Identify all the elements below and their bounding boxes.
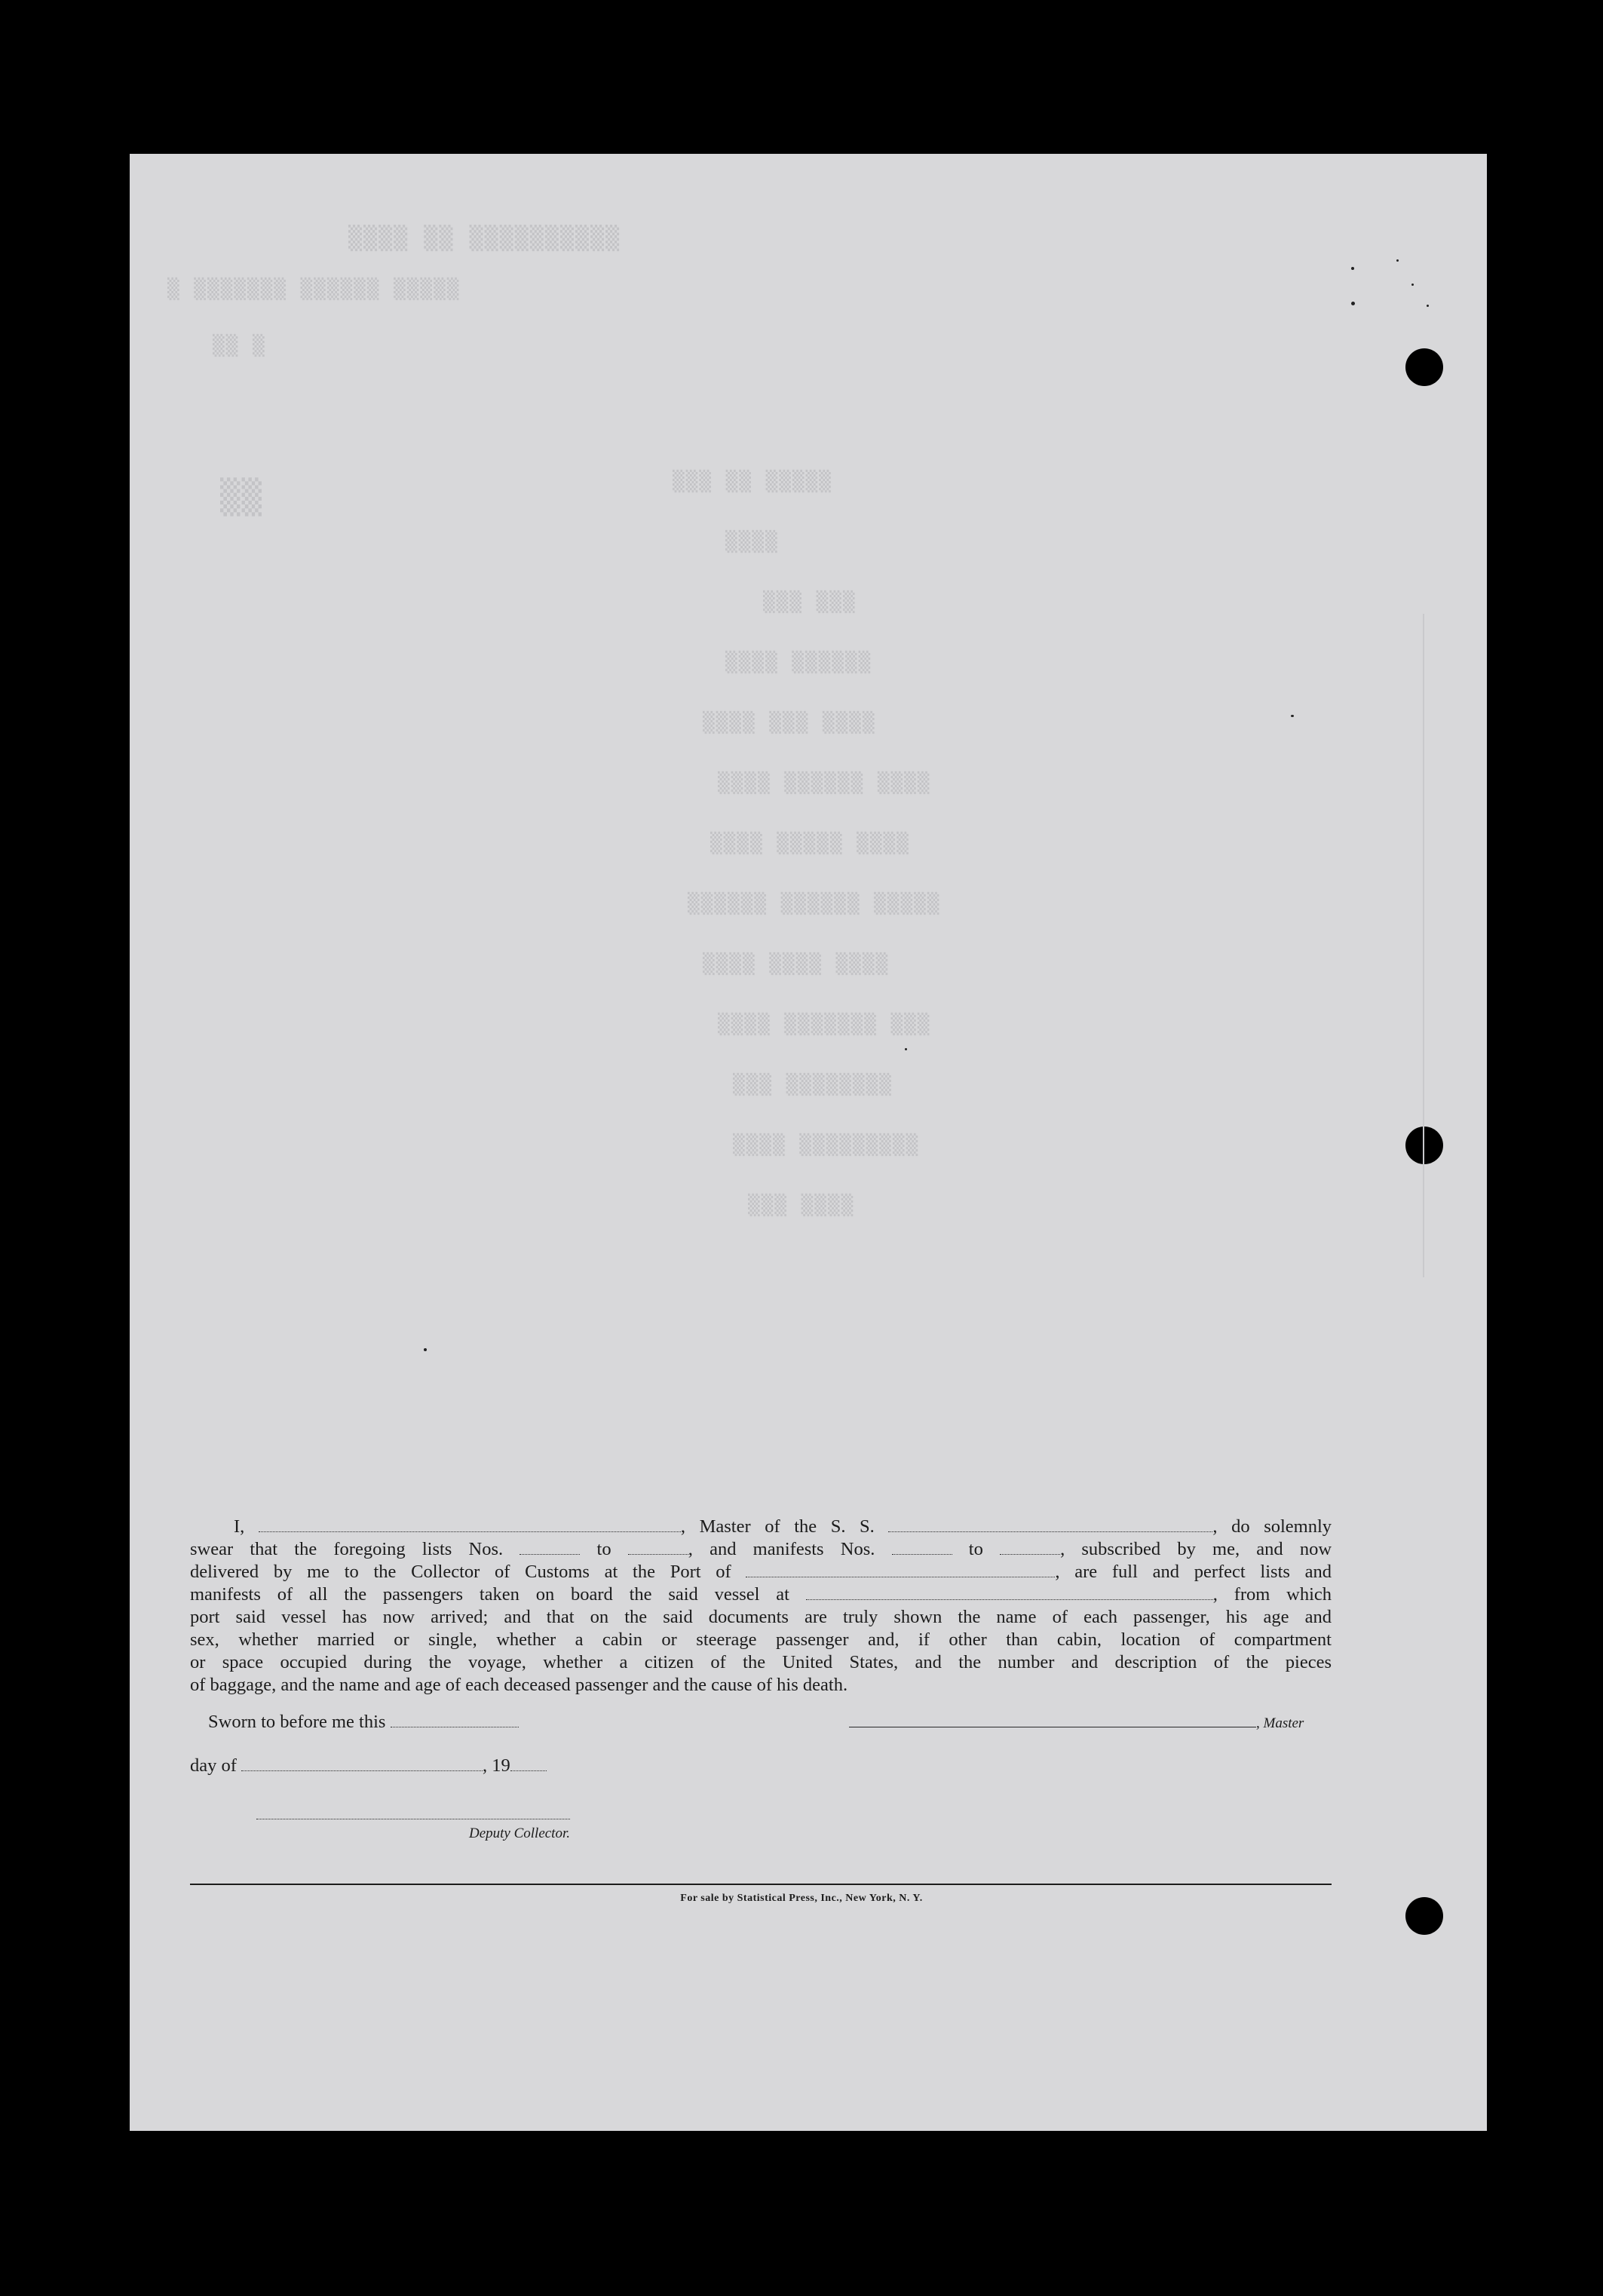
year-field[interactable] [510,1755,547,1771]
boarding-port-field[interactable] [806,1584,1213,1600]
master-signature-line: , Master [849,1712,1304,1733]
manifests-from-field[interactable] [892,1539,952,1555]
ship-name-field[interactable] [888,1516,1212,1532]
sworn-line: Sworn to before me this [208,1712,519,1733]
master-name-field[interactable] [259,1516,681,1532]
lists-from-field[interactable] [520,1539,580,1555]
oath-line-2: swear that the foregoing lists Nos. to , and manifests Nos. to , subscribed by me, and now [190,1539,1332,1559]
oath-line-7: or space occupied during the voyage, whether a citizen of the United States, and the number and description of the pieces [190,1652,1332,1672]
deputy-collector-block: Deputy Collector. [256,1804,570,1842]
month-field[interactable] [241,1755,483,1771]
deputy-signature-field[interactable] [256,1804,570,1819]
sworn-date-field[interactable] [391,1712,519,1727]
oath-line-6: sex, whether married or single, whether a cabin or steerage passenger and, if other than cabin, location of compartment [190,1629,1332,1650]
port-field[interactable] [746,1562,1055,1577]
master-signature-field[interactable] [849,1712,1256,1727]
footer-rule [190,1884,1332,1885]
oath-line-5: port said vessel has now arrived; and that on the said documents are truly shown the name of each passenger, his age and [190,1607,1332,1627]
day-of-line: day of , 19 [190,1755,547,1776]
document-page: ▒▒▒▒ ▒▒ ▒▒▒▒▒▒▒▒▒▒ ▒ ▒▒▒▒▒▒▒ ▒▒▒▒▒▒ ▒▒▒▒▒ ▒▒ ▒ ▒▒ ▒▒▒ ▒▒ ▒▒▒▒▒ ▒▒▒▒ ▒▒▒ ▒▒▒ ▒▒▒▒ ▒▒▒▒▒▒ ▒▒▒▒ ▒▒▒ ▒▒▒▒ ▒▒▒▒ ▒▒▒▒▒▒ ▒▒▒▒ ▒▒▒▒ ▒▒▒▒▒ ▒▒▒▒ ▒▒▒▒▒▒ ▒▒▒▒▒▒ ▒▒▒▒▒ ▒▒▒▒ ▒▒▒▒ ▒▒▒▒ ▒▒▒▒ ▒▒▒▒▒▒▒ ▒▒▒ ▒▒▒ ▒▒▒▒▒▒▒▒ ▒▒▒▒ ▒▒▒▒▒▒▒▒▒ ▒▒▒ ▒▒▒▒ [130,154,1487,2131]
punch-hole-top [1405,348,1443,386]
oath-line-4: manifests of all the passengers taken on board the said vessel at , from which [190,1584,1332,1605]
oath-line-1: I, , Master of the S. S. , do solemnly [234,1516,1332,1537]
manifests-to-field[interactable] [1000,1539,1060,1555]
printer-imprint: For sale by Statistical Press, Inc., New York, N. Y. [680,1893,923,1904]
lists-to-field[interactable] [628,1539,688,1555]
oath-line-8: of baggage, and the name and age of each deceased passenger and the cause of his death. [190,1675,848,1695]
oath-line-3: delivered by me to the Collector of Customs at the Port of , are full and perfect lists and [190,1562,1332,1582]
master-oath-paragraph [190,1516,1332,1697]
